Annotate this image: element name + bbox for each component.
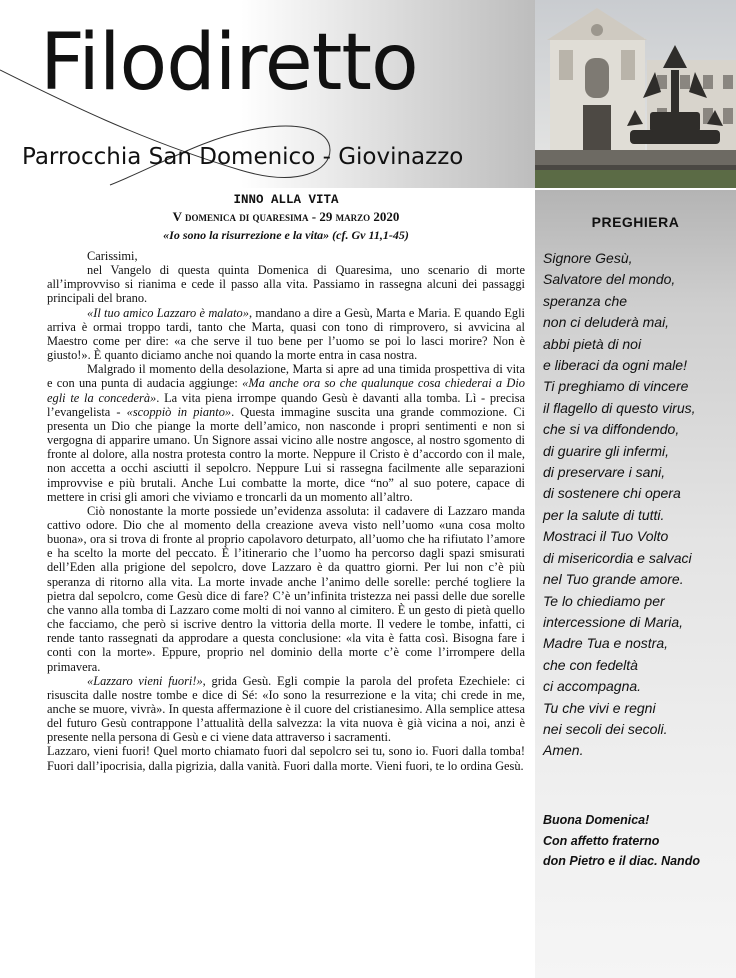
greeting-line: Buona Domenica!	[543, 813, 650, 827]
prayer-line: di misericordia e salvaci	[543, 549, 692, 566]
church-photo	[535, 0, 736, 188]
prayer-line: che con fedeltà	[543, 656, 638, 673]
quote-text: «Ma anche ora so che qualunque cosa chiederai a Dio egli te la concederà»	[47, 376, 525, 405]
prayer-line: Salvatore del mondo,	[543, 271, 676, 288]
prayer-line: di guarire gli infermi,	[543, 442, 670, 459]
greeting-line: don Pietro e il diac. Nando	[543, 854, 700, 868]
prayer-line: intercessione di Maria,	[543, 613, 684, 630]
prayer-line: speranza che	[543, 292, 628, 309]
prayer-line: per la salute di tutti.	[543, 506, 665, 523]
prayer-title: PREGHIERA	[591, 214, 680, 230]
prayer-line: abbi pietà di noi	[543, 335, 642, 352]
quote-text: «Il tuo amico Lazzaro è malato»	[87, 305, 249, 320]
prayer-line: nei secoli dei secoli.	[543, 720, 668, 737]
article-body	[47, 249, 525, 773]
prayer-line: nel Tuo grande amore.	[543, 571, 684, 588]
article-title: INNO ALLA VITA	[233, 193, 339, 207]
closing-greeting	[543, 810, 700, 872]
prayer-line: non ci deluderà mai,	[543, 314, 670, 331]
paragraph: «Il tuo amico Lazzaro è malato», mandano a dire a Gesù, Marta e Maria. E quando Egli arriva è ormai troppo tardi, tanto che Marta, quasi con tono di rimprovero, si avvicina al Maestro come per dire: «a che serve il tuo bene per l’uomo se poi lo lasci morire? Non è giusto!». È quanto diciamo anche noi quando la morte entra in casa nostra.	[47, 305, 525, 363]
paragraph: «Lazzaro vieni fuori!», grida Gesù. Egli compie la parola del profeta Ezechiele: ci risuscita dalle nostre tombe e dice di Sé: «Io sono la resurrezione e la vita; chi crede in me, anche se muore, vivrà». In questa affermazione è il cuore del cristianesimo. Alla semplice attesa del futuro Gesù contrappone l’attualità della salvezza: la vita nuova è già vicina a noi, anzi è presente nella persona di Gesù e ci viene data attraverso i sacramenti.	[47, 673, 525, 745]
prayer-line: che si va diffondendo,	[543, 421, 680, 438]
masthead-title: Filodiretto	[40, 18, 418, 108]
prayer-line: Tu che vivi e regni	[543, 699, 656, 716]
prayer-line: Madre Tua e nostra,	[543, 635, 669, 652]
prayer-line: il flagello di questo virus,	[543, 399, 696, 416]
prayer-line: Te lo chiediamo per	[543, 592, 665, 609]
prayer-line: Mostraci il Tuo Volto	[543, 528, 669, 545]
paragraph: Lazzaro, vieni fuori! Quel morto chiamato fuori dal sepolcro sei tu, sono io. Fuori dalla tomba! Fuori dall’ipocrisia, dalla pigrizia, dalla vanità. Fuori dalla morte. Vieni fuori, te lo ordina Gesù.	[47, 744, 525, 773]
greeting-line: Con affetto fraterno	[543, 833, 660, 848]
prayer-line: di sostenere chi opera	[543, 485, 681, 502]
article-quote: «Io sono la risurrezione e la vita» (cf. Gv 11,1-45)	[163, 228, 409, 242]
quote-text: «Lazzaro vieni fuori!»	[87, 673, 203, 688]
prayer-line: Ti preghiamo di vincere	[543, 378, 689, 395]
article-subtitle: V domenica di quaresima - 29 marzo 2020	[172, 209, 400, 224]
prayer-line: Signore Gesù,	[543, 250, 633, 266]
quote-text: «scoppiò in pianto»	[126, 404, 232, 419]
prayer-sidebar	[535, 190, 736, 978]
article	[47, 192, 525, 773]
prayer-line: ci accompagna.	[543, 678, 642, 695]
paragraph: Malgrado il momento della desolazione, Marta si apre ad una timida prospettiva di vita e con una punta di audacia aggiunge: «Ma anche ora so che qualunque cosa chiederai a Dio egli te la concederà». La vita piena irrompe quando Gesù è davanti alla tomba. Lì - precisa l’evangelista - «scoppiò in pianto». Questa immagine suscita una grande commozione. Ci presenta un Dio che piange la morte dell’amico, non nasconde i propri sentimenti e non si vergogna di apparire umano. Un Signore assai vicino alle nostre angosce, al nostro sgomento di fronte al dolore, alla nostra protesta contro la morte. Neppure il Cristo è d’accordo con il male, non accetta a occhi asciutti il sepolcro. Neppure Lui si rassegna facilmente alle separazioni improvvise e più brutali. Anche Lui combatte la morte, dice “no” al suo potere, capace di mettere in crisi gli amori che viviamo e troncarli da un momento all’altro.	[47, 362, 526, 504]
prayer-line: Amen.	[543, 742, 584, 759]
paragraph: Ciò nonostante la morte possiede un’evidenza assoluta: il cadavere di Lazzaro manda cattivo odore. Dio che al momento della creazione aveva visto nell’uomo «una cosa molto buona», ora si trova di fronte al proprio capolavoro deturpato, all’uomo che ha rifiutato l’amore e ha scelto la morte del peccato. È l’itinerario che l’uomo ha percorso dagli spazi smisurati dell’Eden alla prigione del sepolcro, dove Lazzaro è da quattro giorni. Per lui non c’è più speranza di ritorno alla vita. La morte invade anche l’animo delle sorelle: perché togliere la pietra dal sepolcro, come Gesù dice di fare? C’è un’infinita tristezza nei passi delle due sorelle che vanno alla tomba di Lazzaro come molti di noi vanno al cimitero. È un gesto di pietà quello che facciamo, che però si iscrive dentro la vittoria della morte. Il vedere le tombe, infatti, ci rende tanto rassegnati da approdare a questa conclusione: «la vita è fatta così. Bisogna fare i conti con la morte». Eppure, proprio nel dominio della morte c’è come l’irrompere della primavera.	[47, 503, 525, 674]
masthead-subtitle: Parrocchia San Domenico - Giovinazzo	[22, 144, 464, 170]
prayer-text	[543, 248, 735, 762]
paragraph: nel Vangelo di questa quinta Domenica di Quaresima, uno scenario di morte all’improvviso si rianima e cede il passo alla vita. Passiamo in rassegna alcuni dei passaggi principali del brano.	[47, 263, 525, 306]
prayer-line: e liberaci da ogni male!	[543, 357, 687, 374]
salutation: Carissimi,	[87, 249, 138, 263]
prayer-line: di preservare i sani,	[543, 464, 666, 481]
